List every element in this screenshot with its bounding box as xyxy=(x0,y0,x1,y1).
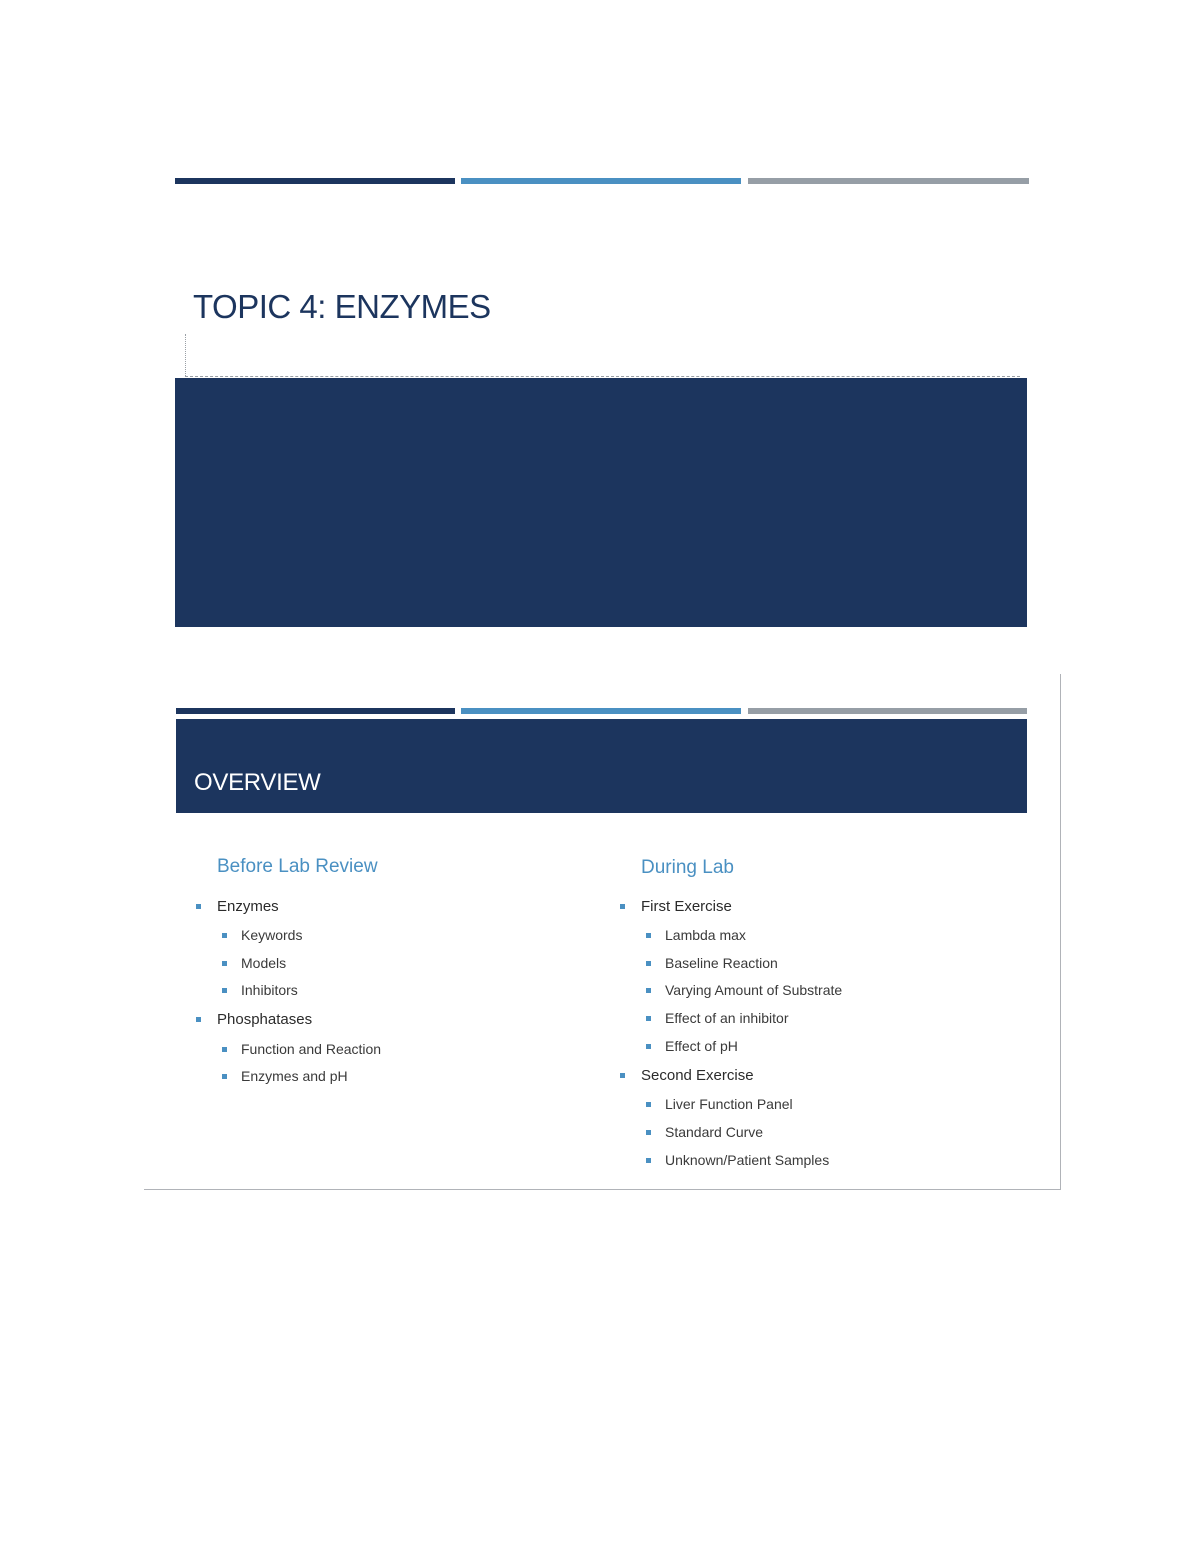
list-item-label: Inhibitors xyxy=(241,982,298,998)
square-bullet-icon xyxy=(222,933,227,938)
slide-2-header xyxy=(176,719,1027,813)
list-item xyxy=(665,1124,763,1140)
list-item xyxy=(665,982,842,998)
list-item-label: Phosphatases xyxy=(217,1011,313,1028)
list-item-label: First Exercise xyxy=(641,898,732,915)
slide-2-frame-edge xyxy=(144,1189,1061,1190)
list-item xyxy=(241,1068,348,1084)
square-bullet-icon xyxy=(222,961,227,966)
list-item-label: Lambda max xyxy=(665,927,746,943)
list-item xyxy=(241,927,302,943)
accent-bar-blue xyxy=(461,178,741,184)
list-item xyxy=(241,982,298,998)
list-item xyxy=(217,898,279,915)
list-item xyxy=(241,1041,381,1057)
square-bullet-icon xyxy=(620,1073,625,1078)
list-item xyxy=(641,1067,754,1084)
square-bullet-icon xyxy=(196,1017,201,1022)
list-item xyxy=(665,1010,788,1026)
square-bullet-icon xyxy=(222,988,227,993)
square-bullet-icon xyxy=(646,1158,651,1163)
list-item xyxy=(217,1011,312,1028)
accent-bar-blue xyxy=(461,708,741,714)
accent-bar-gray xyxy=(748,178,1029,184)
list-item-label: Enzymes xyxy=(217,898,279,915)
square-bullet-icon xyxy=(222,1047,227,1052)
square-bullet-icon xyxy=(646,1102,651,1107)
column-heading: During Lab xyxy=(641,857,734,878)
list-item xyxy=(241,955,286,971)
list-item-label: Function and Reaction xyxy=(241,1041,382,1057)
list-item-label: Effect of an inhibitor xyxy=(665,1010,789,1026)
slide-1-title[interactable]: TOPIC 4: ENZYMES xyxy=(193,288,491,325)
list-item-label: Models xyxy=(241,955,287,971)
list-item xyxy=(665,1096,793,1112)
square-bullet-icon xyxy=(196,904,201,909)
text-cursor xyxy=(185,334,186,376)
accent-bar-navy xyxy=(175,178,455,184)
list-item xyxy=(641,898,732,915)
square-bullet-icon xyxy=(222,1074,227,1079)
square-bullet-icon xyxy=(646,1016,651,1021)
square-bullet-icon xyxy=(646,933,651,938)
slide-1-content-block xyxy=(175,378,1027,627)
placeholder-border xyxy=(185,376,1020,377)
list-item xyxy=(665,1038,738,1054)
list-item-label: Effect of pH xyxy=(665,1038,738,1054)
square-bullet-icon xyxy=(646,1130,651,1135)
list-item-label: Varying Amount of Substrate xyxy=(665,982,843,998)
column-heading: Before Lab Review xyxy=(217,856,378,877)
list-item xyxy=(665,955,778,971)
list-item-label: Standard Curve xyxy=(665,1124,764,1140)
list-item xyxy=(665,1152,829,1168)
square-bullet-icon xyxy=(646,961,651,966)
slide-2-frame-edge xyxy=(1060,674,1061,1189)
list-item-label: Unknown/Patient Samples xyxy=(665,1152,830,1168)
list-item-label: Liver Function Panel xyxy=(665,1096,793,1112)
slide-2-title[interactable]: OVERVIEW xyxy=(194,769,321,796)
square-bullet-icon xyxy=(646,1044,651,1049)
list-item-label: Second Exercise xyxy=(641,1067,754,1084)
list-item-label: Enzymes and pH xyxy=(241,1068,348,1084)
list-item-label: Baseline Reaction xyxy=(665,955,778,971)
list-item-label: Keywords xyxy=(241,927,303,943)
accent-bar-gray xyxy=(748,708,1027,714)
accent-bar-navy xyxy=(176,708,455,714)
square-bullet-icon xyxy=(646,988,651,993)
square-bullet-icon xyxy=(620,904,625,909)
list-item xyxy=(665,927,746,943)
